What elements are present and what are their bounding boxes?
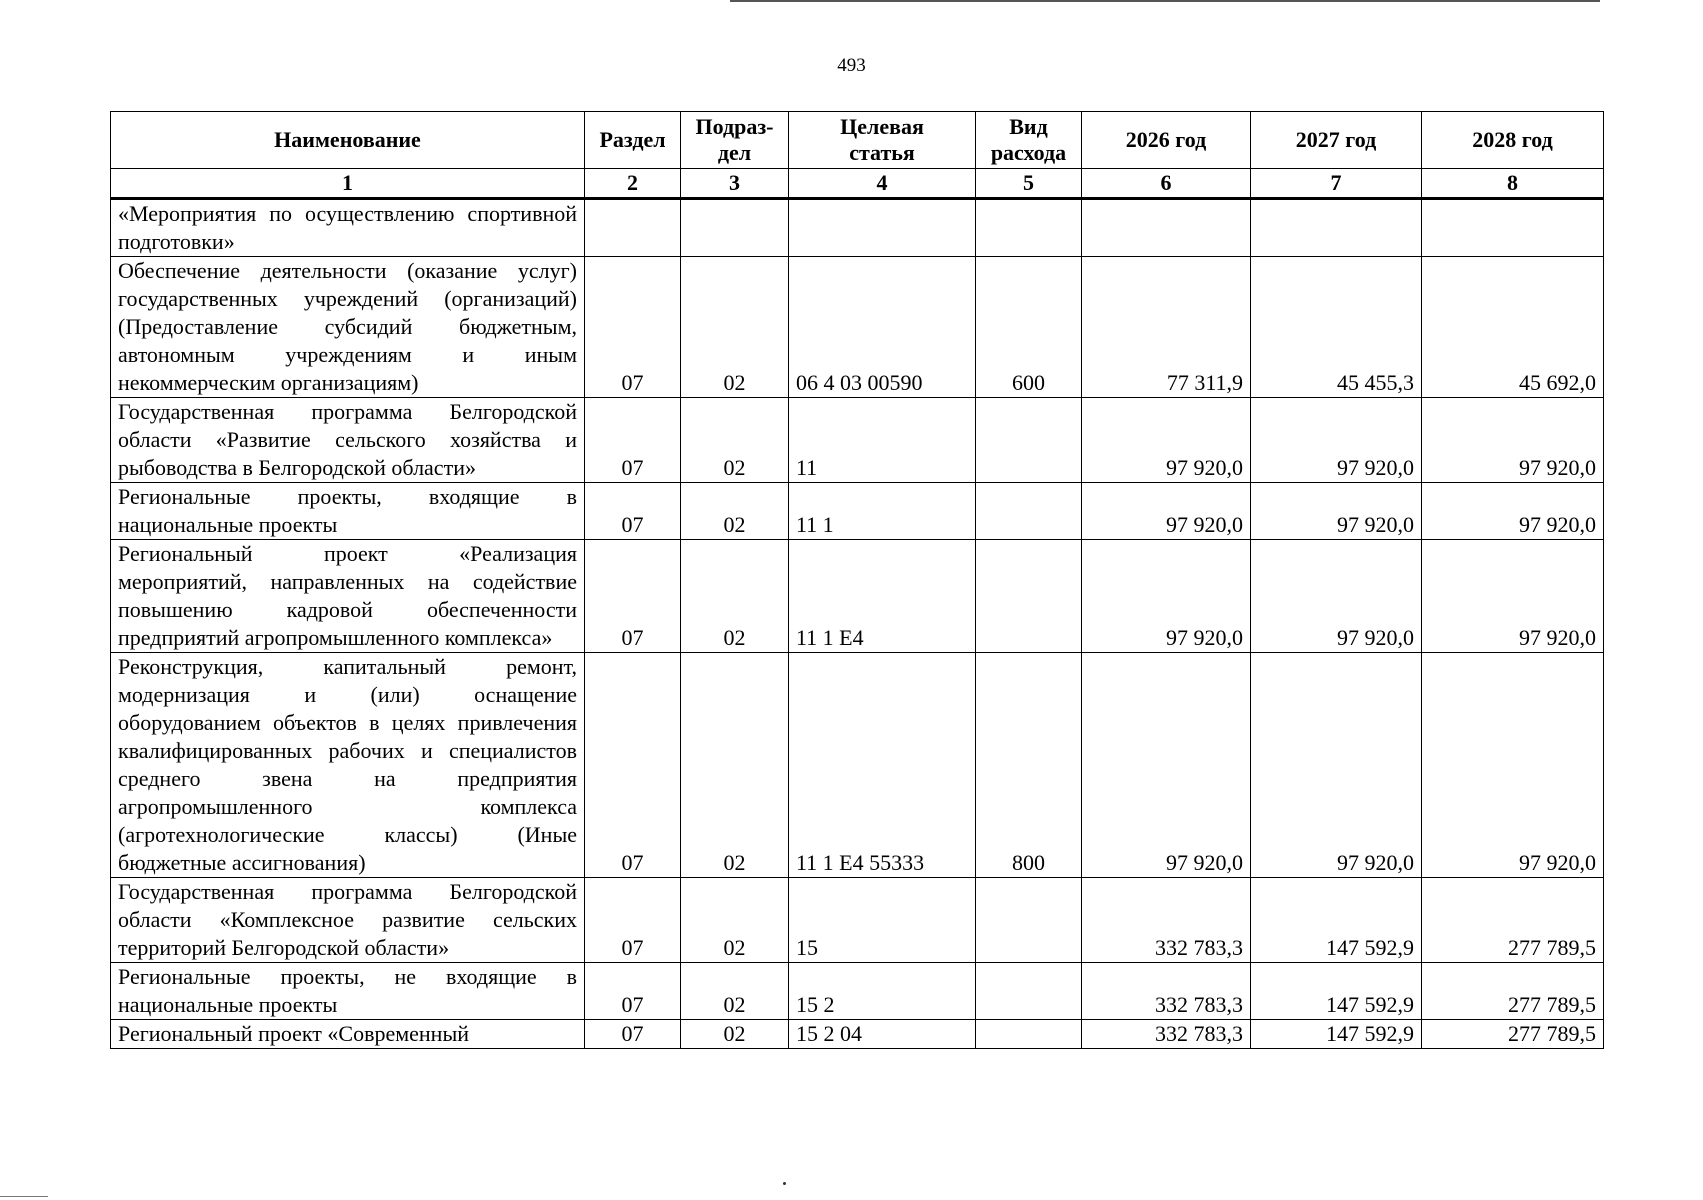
row-2028: 45 692,0 <box>1422 257 1604 398</box>
row-section <box>585 199 681 257</box>
row-section: 07 <box>585 483 681 540</box>
header-2026: 2026 год <box>1082 112 1251 169</box>
table-row <box>111 540 1604 653</box>
row-subsection: 02 <box>681 540 789 653</box>
header-row <box>111 112 1604 169</box>
row-name: «Мероприятия по осуществлению спортивной подготовки» <box>111 199 585 257</box>
row-2027: 147 592,9 <box>1251 878 1422 963</box>
scan-artifact-dot <box>783 1182 786 1185</box>
row-expense-type <box>976 1020 1082 1049</box>
column-number: 4 <box>789 169 976 199</box>
column-number: 7 <box>1251 169 1422 199</box>
row-subsection: 02 <box>681 398 789 483</box>
row-2026 <box>1082 199 1251 257</box>
row-2026: 97 920,0 <box>1082 653 1251 878</box>
header-target-article: Целевая статья <box>789 112 976 169</box>
column-number: 6 <box>1082 169 1251 199</box>
header-2028: 2028 год <box>1422 112 1604 169</box>
row-2027: 147 592,9 <box>1251 1020 1422 1049</box>
row-section: 07 <box>585 653 681 878</box>
row-2026: 332 783,3 <box>1082 963 1251 1020</box>
row-2028: 97 920,0 <box>1422 540 1604 653</box>
scan-artifact-bottom-line <box>0 1196 48 1197</box>
table-row <box>111 653 1604 878</box>
budget-table <box>110 111 1604 1049</box>
row-2026: 97 920,0 <box>1082 398 1251 483</box>
table-row <box>111 257 1604 398</box>
row-section: 07 <box>585 878 681 963</box>
row-subsection: 02 <box>681 963 789 1020</box>
column-number: 2 <box>585 169 681 199</box>
row-2027: 97 920,0 <box>1251 540 1422 653</box>
row-2026: 97 920,0 <box>1082 540 1251 653</box>
row-2026: 332 783,3 <box>1082 878 1251 963</box>
row-name: Государственная программа Белгородской области «Комплексное развитие сельских территорий Белгородской области» <box>111 878 585 963</box>
row-target-article: 11 1 <box>789 483 976 540</box>
column-number: 3 <box>681 169 789 199</box>
header-expense-type: Вид расхода <box>976 112 1082 169</box>
row-subsection: 02 <box>681 653 789 878</box>
row-section: 07 <box>585 1020 681 1049</box>
table-row <box>111 963 1604 1020</box>
row-2026: 77 311,9 <box>1082 257 1251 398</box>
scan-artifact-top-line <box>730 0 1600 2</box>
row-expense-type <box>976 963 1082 1020</box>
table-row <box>111 483 1604 540</box>
table-row <box>111 1020 1604 1049</box>
row-2028: 97 920,0 <box>1422 483 1604 540</box>
row-2028: 277 789,5 <box>1422 963 1604 1020</box>
row-2028: 97 920,0 <box>1422 653 1604 878</box>
row-target-article: 15 2 <box>789 963 976 1020</box>
table-row <box>111 878 1604 963</box>
row-expense-type <box>976 540 1082 653</box>
row-target-article <box>789 199 976 257</box>
row-subsection: 02 <box>681 257 789 398</box>
row-2027: 45 455,3 <box>1251 257 1422 398</box>
row-name: Региональные проекты, входящие в национальные проекты <box>111 483 585 540</box>
column-number: 1 <box>111 169 585 199</box>
row-target-article: 11 <box>789 398 976 483</box>
header-name: Наименование <box>111 112 585 169</box>
row-subsection: 02 <box>681 483 789 540</box>
row-expense-type <box>976 878 1082 963</box>
row-subsection <box>681 199 789 257</box>
row-2028: 277 789,5 <box>1422 878 1604 963</box>
row-subsection: 02 <box>681 1020 789 1049</box>
page-number: 493 <box>837 55 866 76</box>
column-number-row <box>111 169 1604 199</box>
column-number: 8 <box>1422 169 1604 199</box>
header-section: Раздел <box>585 112 681 169</box>
row-target-article: 11 1 Е4 55333 <box>789 653 976 878</box>
row-name: Региональный проект «Реализация мероприятий, направленных на содействие повышению кадровой обеспеченности предприятий агропромышленного комплекса» <box>111 540 585 653</box>
row-2027 <box>1251 199 1422 257</box>
row-section: 07 <box>585 963 681 1020</box>
row-target-article: 06 4 03 00590 <box>789 257 976 398</box>
row-2027: 97 920,0 <box>1251 398 1422 483</box>
header-2027: 2027 год <box>1251 112 1422 169</box>
row-name: Региональный проект «Современный <box>111 1020 585 1049</box>
row-target-article: 11 1 Е4 <box>789 540 976 653</box>
row-name: Реконструкция, капитальный ремонт, модернизация и (или) оснащение оборудованием объектов в целях привлечения квалифицированных рабочих и специалистов среднего звена на предприятия агропромышленного комплекса (агротехнологические классы) (Иные бюджетные ассигнования) <box>111 653 585 878</box>
row-expense-type <box>976 483 1082 540</box>
row-2026: 97 920,0 <box>1082 483 1251 540</box>
row-expense-type: 600 <box>976 257 1082 398</box>
table-row <box>111 199 1604 257</box>
table-row <box>111 398 1604 483</box>
row-2028 <box>1422 199 1604 257</box>
row-2028: 277 789,5 <box>1422 1020 1604 1049</box>
row-expense-type <box>976 398 1082 483</box>
row-2027: 97 920,0 <box>1251 653 1422 878</box>
row-target-article: 15 2 04 <box>789 1020 976 1049</box>
row-expense-type: 800 <box>976 653 1082 878</box>
row-subsection: 02 <box>681 878 789 963</box>
row-2027: 97 920,0 <box>1251 483 1422 540</box>
row-2026: 332 783,3 <box>1082 1020 1251 1049</box>
row-target-article: 15 <box>789 878 976 963</box>
row-expense-type <box>976 199 1082 257</box>
row-section: 07 <box>585 540 681 653</box>
row-name: Государственная программа Белгородской области «Развитие сельского хозяйства и рыбоводства в Белгородской области» <box>111 398 585 483</box>
row-2027: 147 592,9 <box>1251 963 1422 1020</box>
row-section: 07 <box>585 398 681 483</box>
row-2028: 97 920,0 <box>1422 398 1604 483</box>
row-name: Обеспечение деятельности (оказание услуг) государственных учреждений (организаций) (Предоставление субсидий бюджетным, автономным учреждениям и иным некоммерческим организациям) <box>111 257 585 398</box>
row-name: Региональные проекты, не входящие в национальные проекты <box>111 963 585 1020</box>
column-number: 5 <box>976 169 1082 199</box>
header-subsection: Подраз- дел <box>681 112 789 169</box>
row-section: 07 <box>585 257 681 398</box>
